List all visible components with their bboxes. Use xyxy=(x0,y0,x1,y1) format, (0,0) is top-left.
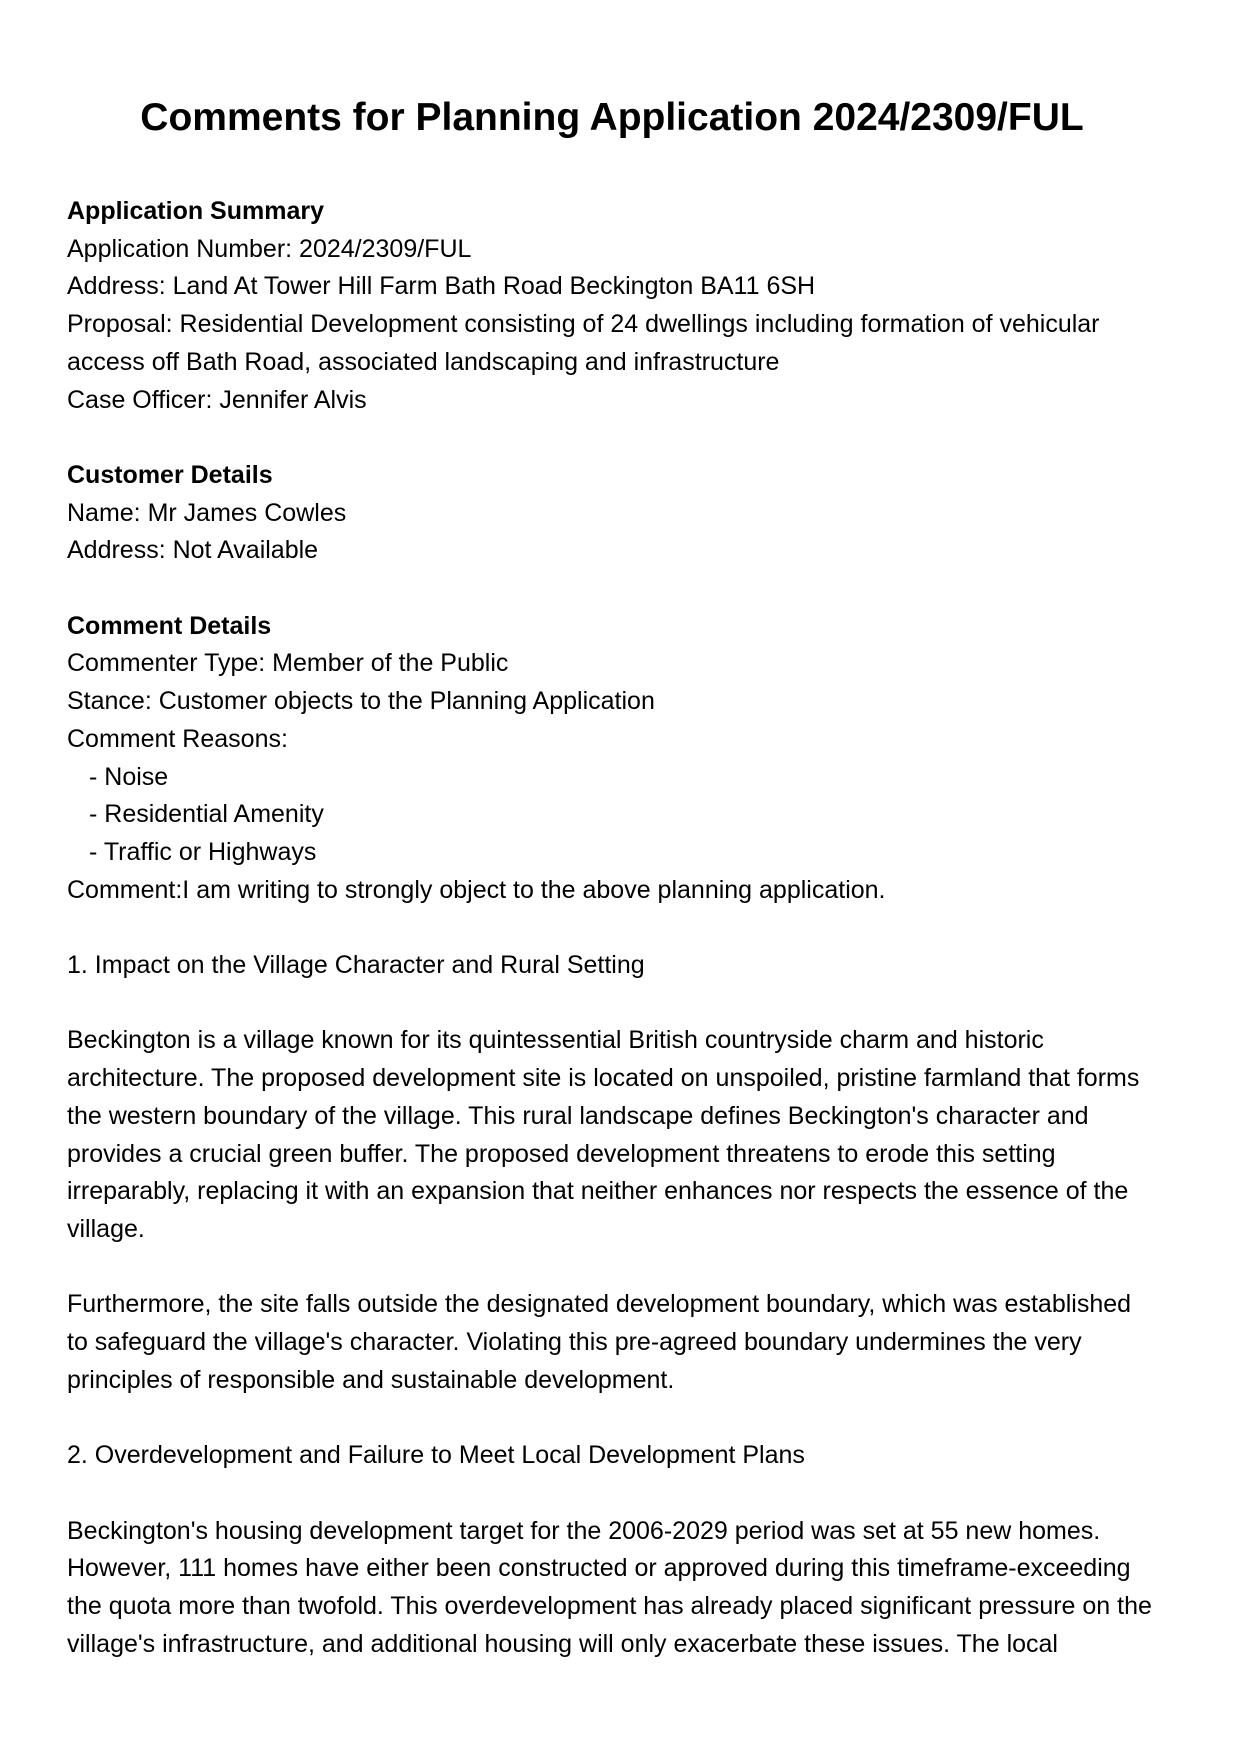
stance-line: Stance: Customer objects to the Planning Application xyxy=(67,687,655,716)
comment-reason-item: - Residential Amenity xyxy=(89,800,324,829)
comment-reason-item: - Traffic or Highways xyxy=(89,837,317,866)
comment-body xyxy=(67,947,1157,1663)
case-officer-line: Case Officer: Jennifer Alvis xyxy=(67,385,367,414)
comment-paragraph: Furthermore, the site falls outside the designated development boundary, which was established to safeguard the village's character. Violating this pre-agreed boundary undermines the very principles of responsible and sustainable development. xyxy=(67,1290,1132,1394)
document-title: Comments for Planning Application 2024/2309/FUL xyxy=(140,96,1084,139)
application-proposal-line: Proposal: Residential Development consisting of 24 dwellings including formation of vehicular access off Bath Road, associated landscaping and infrastructure xyxy=(67,310,1100,376)
application-number-line: Application Number: 2024/2309/FUL xyxy=(67,234,472,263)
customer-name-line: Name: Mr James Cowles xyxy=(67,498,347,527)
section-comment-details xyxy=(67,608,1157,910)
customer-details-heading: Customer Details xyxy=(67,460,273,489)
comment-section-2-heading: 2. Overdevelopment and Failure to Meet Local Development Plans xyxy=(67,1441,805,1470)
comment-reasons-label: Comment Reasons: xyxy=(67,724,288,753)
commenter-type-line: Commenter Type: Member of the Public xyxy=(67,649,509,678)
application-address-line: Address: Land At Tower Hill Farm Bath Road Beckington BA11 6SH xyxy=(67,272,816,301)
comment-section-1-heading: 1. Impact on the Village Character and Rural Setting xyxy=(67,951,645,980)
section-customer-details xyxy=(67,457,1157,570)
section-application-summary xyxy=(67,193,1157,419)
application-summary-heading: Application Summary xyxy=(67,197,324,225)
comment-details-heading: Comment Details xyxy=(67,611,272,640)
comment-paragraph: Beckington is a village known for its quintessential British countryside charm and historic architecture. The proposed development site is located on unspoiled, pristine farmland that forms the western boundary of the village. This rural landscape defines Beckington's character and provides a crucial green buffer. The proposed development threatens to erode this setting irreparably, replacing it with an expansion that neither enhances nor respects the essence of the village. xyxy=(67,1026,1140,1243)
comment-intro-line: Comment:I am writing to strongly object to the above planning application. xyxy=(67,875,886,904)
comment-reason-item: - Noise xyxy=(89,762,169,791)
customer-address-line: Address: Not Available xyxy=(67,536,319,565)
comment-paragraph: Beckington's housing development target for the 2006-2029 period was set at 55 new homes. However, 111 homes have either been constructed or approved during this timeframe-exceeding the quota more than twofold. This overdevelopment has already placed significant pressure on the village's infrastructure, and additional housing will only exacerbate these issues. The local xyxy=(67,1516,1152,1658)
